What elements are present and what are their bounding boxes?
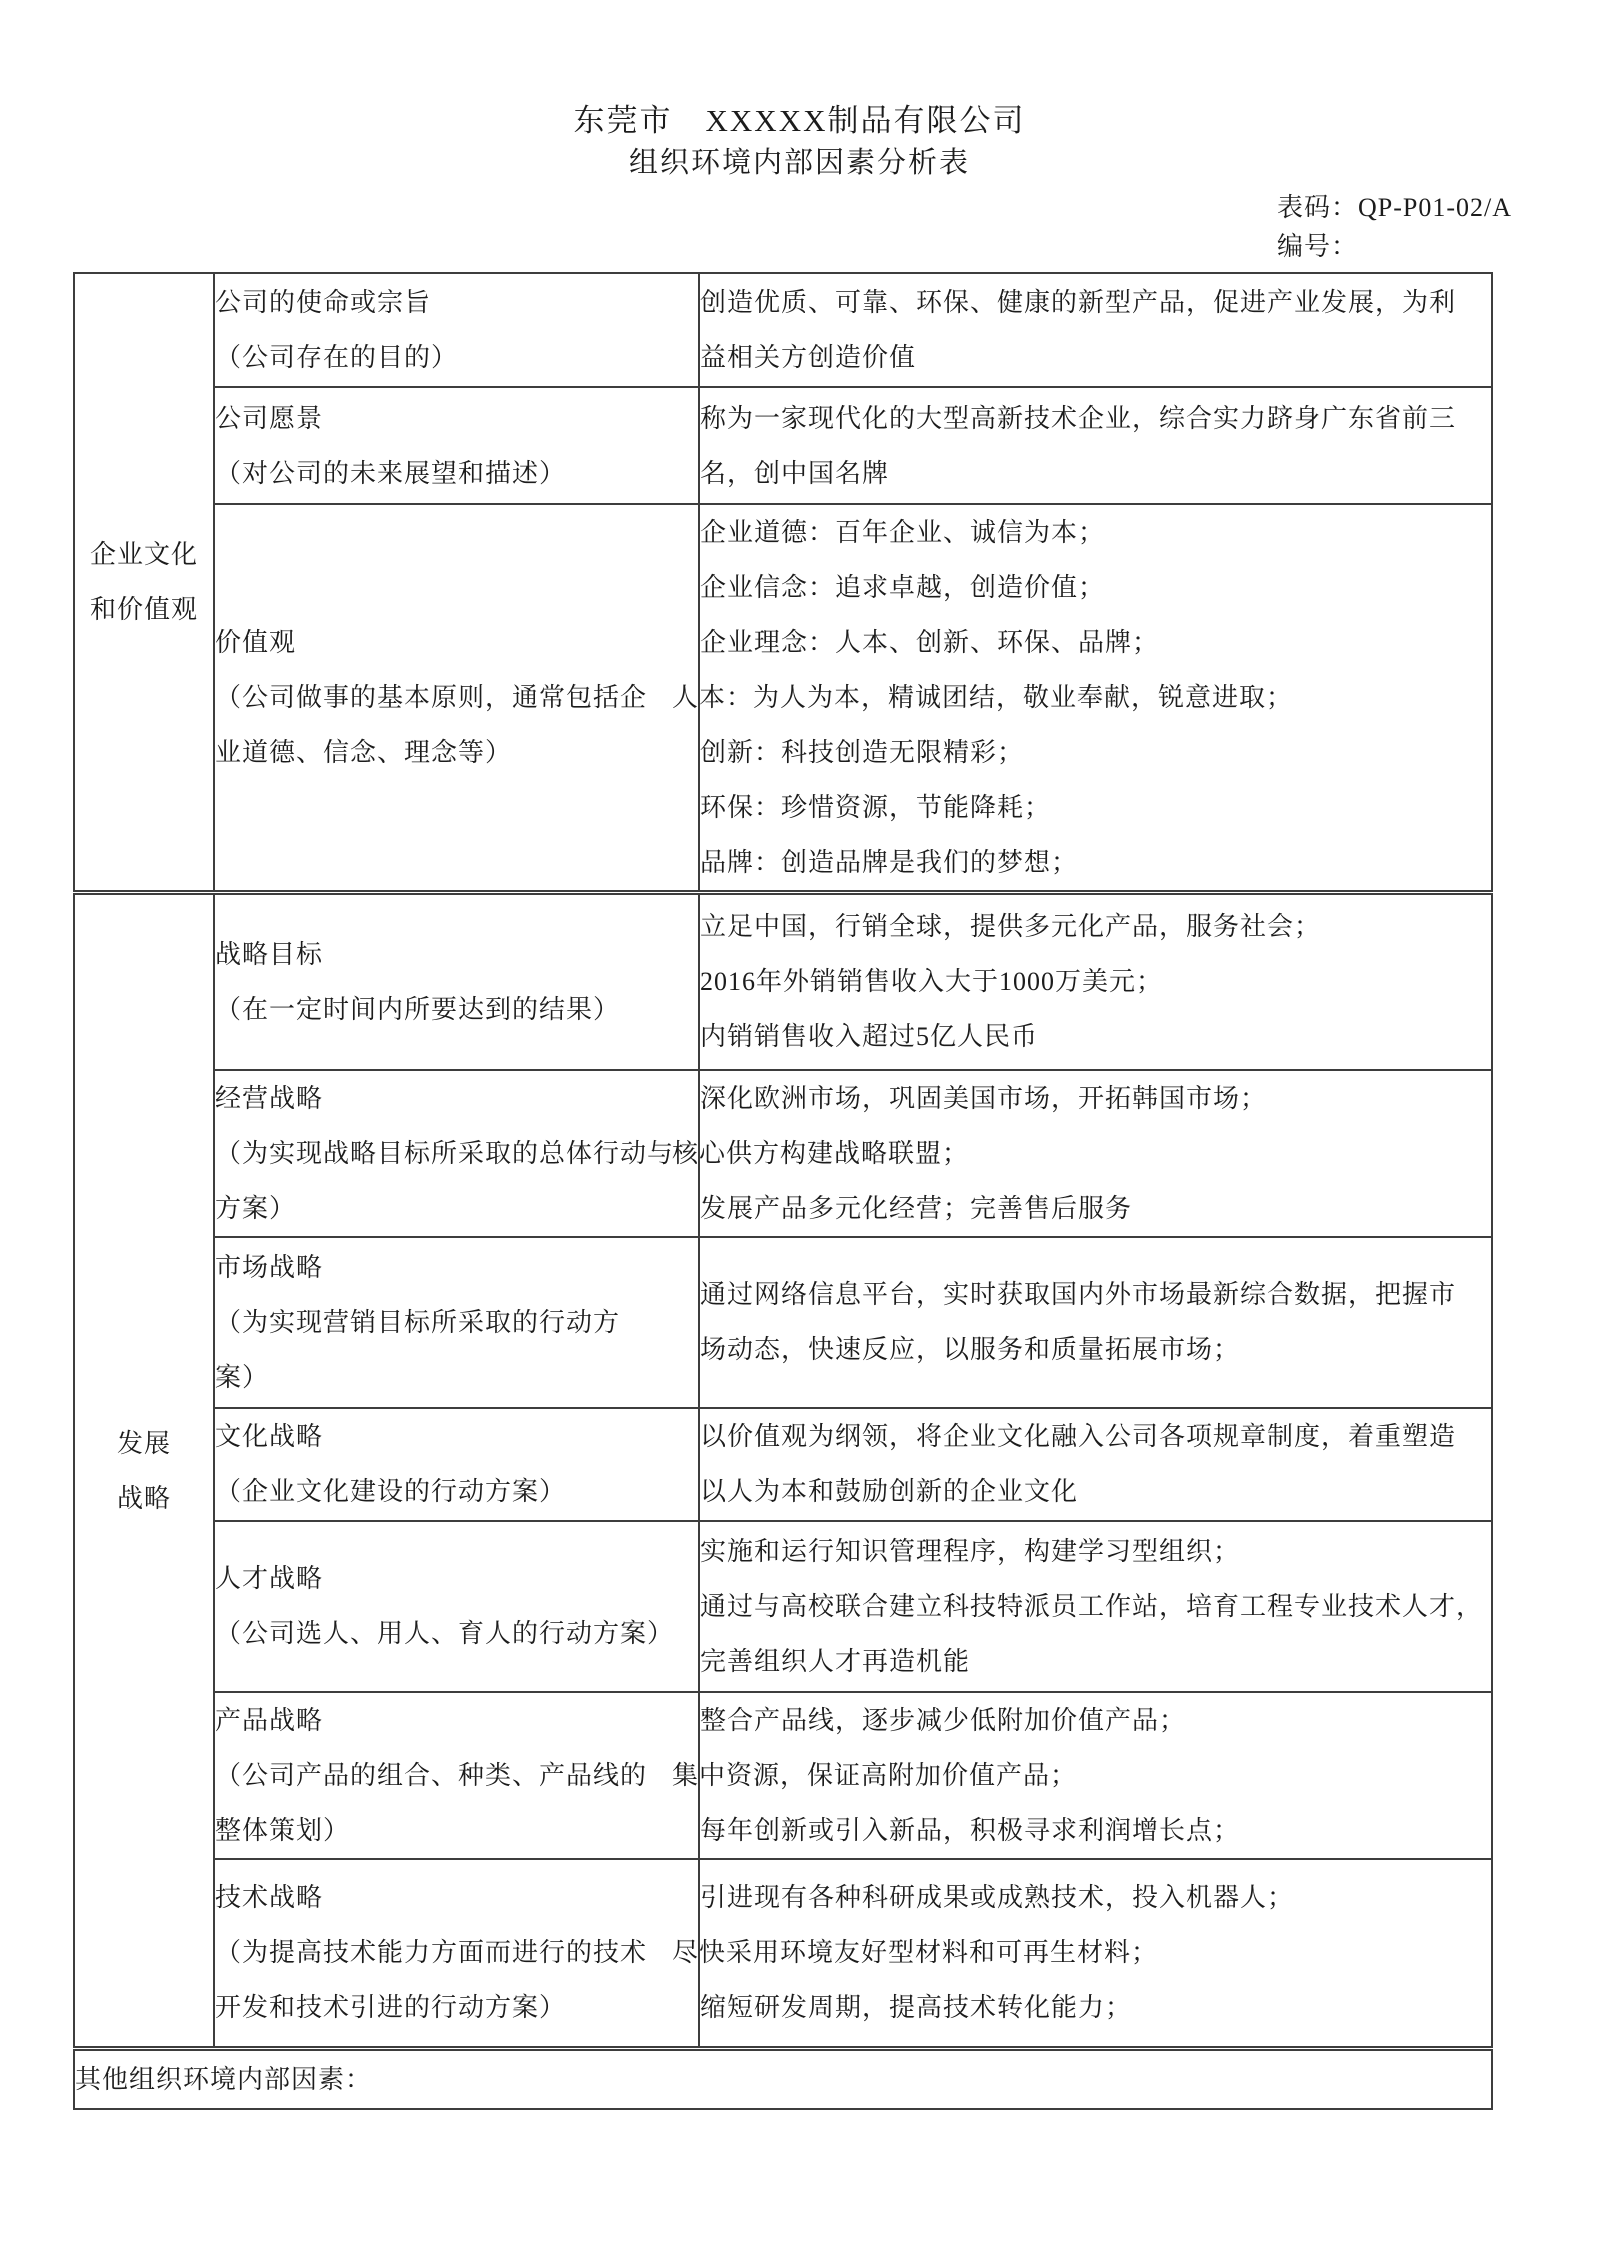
text-line: 创新：科技创造无限精彩； xyxy=(700,738,1025,767)
text-line: 和价值观 xyxy=(89,595,198,624)
text-line: 经营战略 xyxy=(215,1083,324,1113)
text-line: 公司的使命或宗旨 xyxy=(215,288,432,317)
doc-title: 组织环境内部因素分析表 xyxy=(628,147,970,179)
text-line: 以价值观为纲领，将企业文化融入公司各项规章制度，着重塑造 xyxy=(700,1422,1457,1451)
text-line: 完善组织人才再造机能 xyxy=(700,1646,971,1676)
table-row xyxy=(74,273,1492,387)
table-row xyxy=(74,1859,1492,2049)
content-cell-strategic-goals xyxy=(699,893,1492,1070)
table-row xyxy=(74,1521,1492,1692)
analysis-table xyxy=(73,272,1493,2110)
content-cell-business-strategy xyxy=(672,1070,1492,1237)
text-line: 尽快采用环境友好型材料和可再生材料； xyxy=(672,1938,1159,1968)
content-cell-talent-strategy xyxy=(699,1521,1492,1692)
text-line: 通过网络信息平台，实时获取国内外市场最新综合数据，把握市 xyxy=(700,1280,1457,1309)
text-line: （在一定时间内所要达到的结果） xyxy=(215,994,621,1024)
text-line: 企业道德：百年企业、诚信为本； xyxy=(700,518,1106,547)
text-line: 公司愿景 xyxy=(215,403,324,433)
table-row xyxy=(74,1237,1492,1408)
item-cell-strategic-goals xyxy=(214,893,699,1070)
table-row xyxy=(74,387,1492,504)
text-line: 市场战略 xyxy=(215,1252,324,1282)
text-line: 整合产品线，逐步减少低附加价值产品； xyxy=(700,1705,1187,1735)
company-title: 东莞市 XXXXX制品有限公司 xyxy=(573,103,1026,138)
text-line: 技术战略 xyxy=(215,1883,324,1913)
text-line: 集中资源，保证高附加价值产品； xyxy=(672,1760,1078,1790)
content-cell-vision xyxy=(699,387,1492,504)
content-cell-culture-strategy xyxy=(699,1408,1492,1521)
table-row xyxy=(74,1408,1492,1521)
text-line: 企业信念：追求卓越，创造价值； xyxy=(700,573,1106,602)
table-row xyxy=(74,2049,1492,2109)
table-row xyxy=(74,1692,1492,1859)
table-row xyxy=(74,893,1492,1070)
text-line: （公司选人、用人、育人的行动方案） xyxy=(215,1619,675,1648)
text-line: 战略 xyxy=(116,1483,171,1513)
text-line: 企业理念：人本、创新、环保、品牌； xyxy=(700,628,1160,657)
text-line: 深化欧洲市场，巩固美国市场，开拓韩国市场； xyxy=(700,1083,1268,1113)
category-cell-culture-values xyxy=(74,273,214,893)
form-code: 表码：QP-P01-02/A xyxy=(1277,193,1513,222)
text-line: （企业文化建设的行动方案） xyxy=(215,1477,567,1506)
content-cell-values xyxy=(672,504,1492,893)
text-line: 业道德、信念、理念等） xyxy=(215,738,513,767)
text-line: 以人为本和鼓励创新的企业文化 xyxy=(700,1477,1079,1506)
text-line: 内销销售收入超过5亿人民币 xyxy=(700,1022,1039,1052)
text-line: 创造优质、可靠、环保、健康的新型产品，促进产业发展，为利 xyxy=(700,288,1457,317)
text-line: 人本：为人为本，精诚团结，敬业奉献，锐意进取； xyxy=(672,683,1294,712)
text-line: 益相关方创造价值 xyxy=(700,343,917,372)
text-line: 2016年外销销售收入大于1000万美元； xyxy=(700,967,1164,997)
text-line: 战略目标 xyxy=(215,939,324,969)
text-line: 产品战略 xyxy=(215,1705,324,1735)
text-line: 实施和运行知识管理程序，构建学习型组织； xyxy=(700,1536,1241,1566)
item-cell-mission xyxy=(214,273,699,387)
text-line: 通过与高校联合建立科技特派员工作站，培育工程专业技术人才， xyxy=(700,1591,1484,1621)
item-cell-culture-strategy xyxy=(214,1408,699,1521)
content-cell-market-strategy xyxy=(699,1237,1492,1408)
text-line: 文化战略 xyxy=(215,1422,324,1451)
item-cell-product-strategy xyxy=(214,1692,699,1859)
text-line: 每年创新或引入新品，积极寻求利润增长点； xyxy=(700,1815,1241,1845)
text-line: 缩短研发周期，提高技术转化能力； xyxy=(700,1993,1133,2023)
text-line: 场动态，快速反应，以服务和质量拓展市场； xyxy=(700,1335,1241,1364)
text-line: （为实现营销目标所采取的行动方 xyxy=(215,1307,621,1337)
analysis-table-wrapper xyxy=(73,272,1493,2110)
text-line: （为提高技术能力方面而进行的技术 xyxy=(215,1938,648,1968)
text-line: 案） xyxy=(215,1362,270,1392)
other-internal-factors-cell: 其他组织环境内部因素： xyxy=(74,2049,1492,2109)
text-line: 方案） xyxy=(215,1193,297,1223)
text-line: 发展产品多元化经营；完善售后服务 xyxy=(700,1193,1133,1223)
item-cell-technology-strategy xyxy=(214,1859,699,2049)
text-line: 名，创中国名牌 xyxy=(700,458,890,488)
item-cell-vision xyxy=(214,387,699,504)
text-line: （公司存在的目的） xyxy=(215,343,459,372)
text-line: 称为一家现代化的大型高新技术企业，综合实力跻身广东省前三 xyxy=(700,403,1457,433)
text-line: （公司做事的基本原则，通常包括企 xyxy=(215,683,648,712)
text-line: 发展 xyxy=(116,1428,171,1458)
text-line: 整体策划） xyxy=(215,1815,351,1845)
table-row xyxy=(74,504,1492,893)
content-cell-product-strategy xyxy=(672,1692,1492,1859)
item-cell-market-strategy xyxy=(214,1237,699,1408)
item-cell-business-strategy xyxy=(214,1070,699,1237)
content-cell-mission xyxy=(699,273,1492,387)
text-line: （公司产品的组合、种类、产品线的 xyxy=(215,1760,648,1790)
table-row xyxy=(74,1070,1492,1237)
text-line: 开发和技术引进的行动方案） xyxy=(215,1993,567,2023)
text-line: 环保：珍惜资源，节能降耗； xyxy=(700,793,1052,822)
text-line: 人才战略 xyxy=(215,1564,324,1593)
serial-number: 编号： xyxy=(1277,232,1359,261)
item-cell-talent-strategy xyxy=(214,1521,699,1692)
content-cell-technology-strategy xyxy=(672,1859,1492,2049)
item-cell-values xyxy=(214,504,699,893)
text-line: 企业文化 xyxy=(89,540,198,569)
text-line: 引进现有各种科研成果或成熟技术，投入机器人； xyxy=(700,1883,1295,1913)
text-line: 立足中国，行销全球，提供多元化产品，服务社会； xyxy=(700,912,1322,942)
category-cell-development-strategy xyxy=(74,893,214,2049)
text-line: 价值观 xyxy=(215,628,297,657)
form-code-block xyxy=(1277,188,1512,266)
text-line: 品牌：创造品牌是我们的梦想； xyxy=(700,848,1079,877)
text-line: 核心供方构建战略联盟； xyxy=(672,1138,970,1168)
text-line: （为实现战略目标所采取的总体行动与 xyxy=(215,1138,675,1168)
text-line: （对公司的未来展望和描述） xyxy=(215,458,567,488)
